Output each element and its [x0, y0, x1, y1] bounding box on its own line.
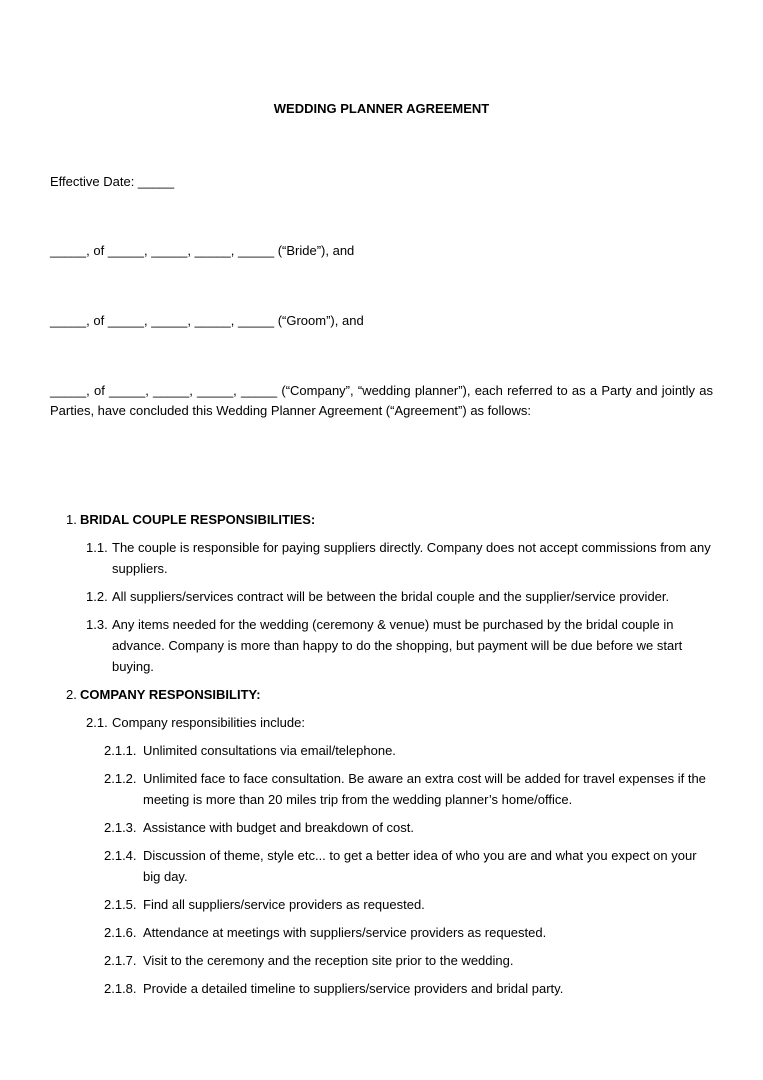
clause-item [0, 950, 713, 971]
clause-text: Any items needed for the wedding (ceremony & venue) must be purchased by the bridal couple in advance. Company is more than happy to do the shopping, but payment will be due before we start buying. [112, 617, 683, 674]
clause-text: All suppliers/services contract will be between the bridal couple and the supplier/service provider. [112, 589, 670, 604]
clause-number: 1.1. [86, 540, 108, 555]
clause-number: 1. [66, 512, 77, 527]
clause-item [0, 614, 713, 677]
clause-text: Visit to the ceremony and the reception site prior to the wedding. [143, 953, 514, 968]
clause-number: 2.1.7. [104, 953, 137, 968]
section-heading [0, 684, 713, 705]
clause-item [0, 586, 713, 607]
clause-number: 1.3. [86, 617, 108, 632]
section-heading [0, 509, 713, 530]
groom-party: _____, of _____, _____, _____, _____ (“Groom”), and [50, 313, 364, 328]
bride-party: _____, of _____, _____, _____, _____ (“Bride”), and [50, 243, 355, 258]
clause-text: Unlimited face to face consultation. Be aware an extra cost will be added for travel expenses if the meeting is more than 20 miles trip from the wedding planner’s home/office. [143, 771, 706, 807]
clause-number: 2.1.1. [104, 743, 137, 758]
clause-text: Discussion of theme, style etc... to get a better idea of who you are and what you expect on your big day. [143, 848, 697, 884]
clause-text: Assistance with budget and breakdown of cost. [143, 820, 414, 835]
clause-item [0, 817, 713, 838]
clause-text: Unlimited consultations via email/telephone. [143, 743, 396, 758]
clause-item [0, 768, 713, 810]
clause-item [0, 845, 713, 887]
clause-item [0, 894, 713, 915]
clause-number: 2. [66, 687, 77, 702]
clause-number: 2.1.5. [104, 897, 137, 912]
clause-item [0, 922, 713, 943]
clause-number: 1.2. [86, 589, 108, 604]
clause-number: 2.1.3. [104, 820, 137, 835]
document-title: WEDDING PLANNER AGREEMENT [273, 101, 490, 116]
clause-number: 2.1.2. [104, 771, 137, 786]
clause-text: Attendance at meetings with suppliers/service providers as requested. [143, 925, 547, 940]
clause-list [0, 509, 713, 1006]
clause-number: 2.1.6. [104, 925, 137, 940]
clause-number: 2.1. [86, 715, 108, 730]
clause-item [0, 537, 713, 579]
clause-item [0, 740, 713, 761]
clause-number: 2.1.4. [104, 848, 137, 863]
clause-item [0, 712, 713, 733]
clause-item [0, 978, 713, 999]
company-party: _____, of _____, _____, _____, _____ (“Company”, “wedding planner”), each referred to as a Party and jointly as Parties, have concluded this Wedding Planner Agreement (“Agreement”) as follows: [50, 383, 713, 418]
clause-text: COMPANY RESPONSIBILITY: [80, 687, 261, 702]
clause-text: Find all suppliers/service providers as requested. [143, 897, 425, 912]
clause-text: BRIDAL COUPLE RESPONSIBILITIES: [80, 512, 316, 527]
clause-text: The couple is responsible for paying suppliers directly. Company does not accept commissions from any suppliers. [112, 540, 711, 576]
clause-number: 2.1.8. [104, 981, 137, 996]
clause-text: Company responsibilities include: [112, 715, 305, 730]
effective-date: Effective Date: _____ [50, 174, 175, 189]
clause-text: Provide a detailed timeline to suppliers/service providers and bridal party. [143, 981, 564, 996]
